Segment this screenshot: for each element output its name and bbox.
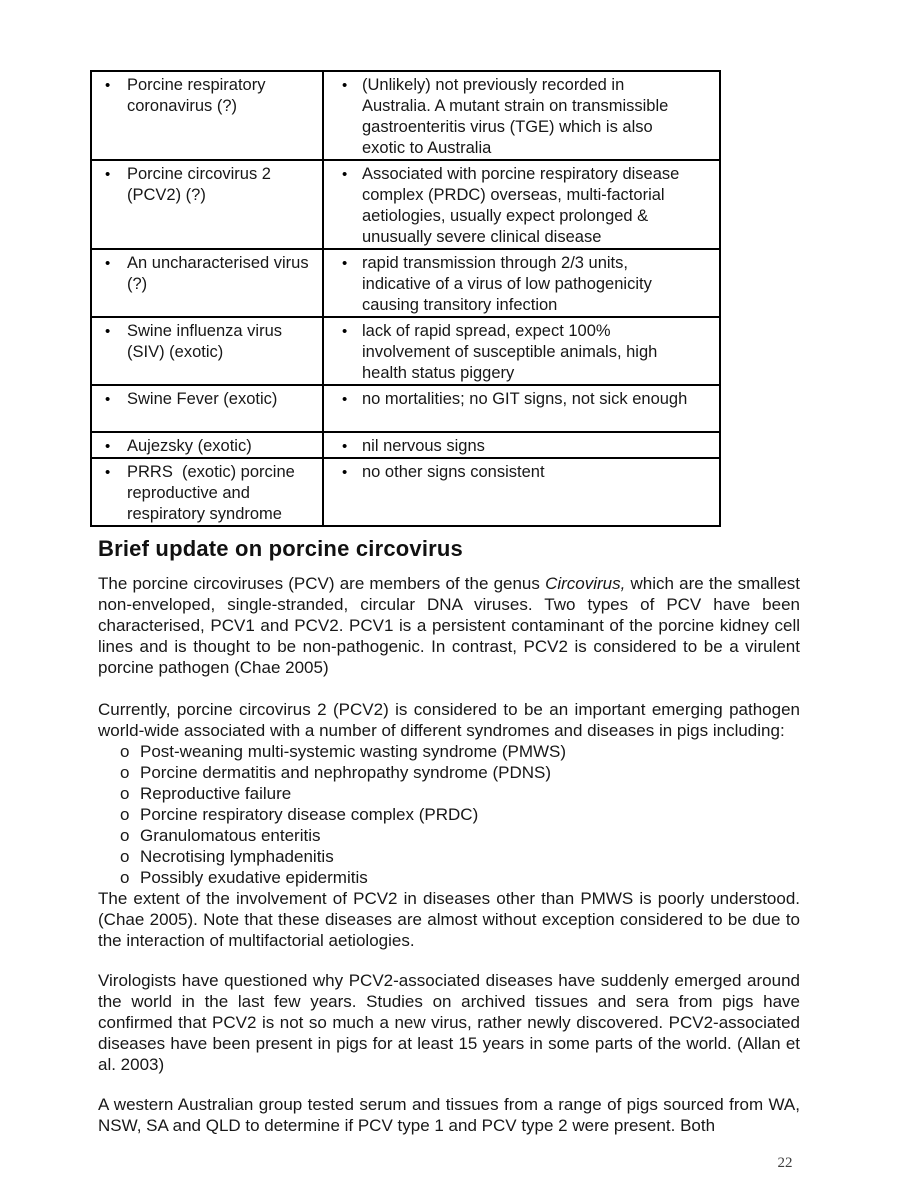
- table-cell-text: rapid transmission through 2/3 units, indicative of a virus of low pathogenicity causing transitory infection: [362, 254, 657, 314]
- table-cell-text: (Unlikely) not previously recorded in Australia. A mutant strain on transmissible gastroenteritis virus (TGE) which is also exotic to Australia: [362, 76, 673, 157]
- list-item: [98, 741, 800, 762]
- circle-bullet-icon: o: [120, 784, 130, 803]
- bullet-icon: •: [342, 323, 348, 340]
- section-heading: Brief update on porcine circovirus: [98, 536, 463, 561]
- circle-bullet-icon: o: [120, 826, 130, 845]
- list-item-text: Porcine dermatitis and nephropathy syndrome (PDNS): [140, 763, 552, 782]
- paragraph-text: The porcine circoviruses (PCV) are members of the genus: [98, 574, 546, 593]
- bullet-icon: •: [342, 391, 348, 408]
- table-cell-disease: [91, 249, 323, 317]
- table-cell-disease: [91, 458, 323, 526]
- table-cell-reason: [323, 249, 720, 317]
- table-cell-reason: [323, 458, 720, 526]
- table-row: [91, 432, 720, 458]
- bullet-icon: •: [342, 438, 348, 455]
- bullet-icon: •: [342, 255, 348, 272]
- bullet-icon: •: [105, 255, 111, 272]
- table-cell-disease: [91, 160, 323, 249]
- table-row: [91, 160, 720, 249]
- table-cell-text: no other signs consistent: [362, 463, 545, 481]
- circle-bullet-icon: o: [120, 805, 130, 824]
- table-row: [91, 71, 720, 160]
- list-item-text: Granulomatous enteritis: [140, 826, 321, 845]
- circle-bullet-icon: o: [120, 742, 130, 761]
- list-item: [98, 825, 800, 846]
- bullet-icon: •: [105, 323, 111, 340]
- bullet-icon: •: [342, 77, 348, 94]
- genus-name-italic: Circovirus,: [545, 574, 626, 593]
- list-item: [98, 804, 800, 825]
- bullet-icon: •: [342, 166, 348, 183]
- bullet-icon: •: [105, 166, 111, 183]
- paragraph-text: which are the smallest non-enveloped, single-stranded, circular DNA viruses. Two types of PCV have been characterised, PCV1 and PCV2. PCV1 is a persistent contaminant of the porcine kidney cell lines and is thought to be non-pathogenic. In contrast, PCV2 is considered to be a virulent porcine pathogen (Chae 2005): [98, 574, 801, 677]
- table-cell-reason: [323, 71, 720, 160]
- list-item-text: Necrotising lymphadenitis: [140, 847, 334, 866]
- list-item-text: Reproductive failure: [140, 784, 292, 803]
- page-number: 22: [777, 1155, 793, 1171]
- table-cell-reason: [323, 432, 720, 458]
- table-cell-reason: [323, 160, 720, 249]
- circle-bullet-icon: o: [120, 868, 130, 887]
- list-item-text: Possibly exudative epidermitis: [140, 868, 368, 887]
- table-row: [91, 458, 720, 526]
- table-cell-text: Porcine circovirus 2 (PCV2) (?): [127, 165, 276, 204]
- differential-diagnosis-table: [90, 70, 721, 527]
- list-item: [98, 762, 800, 783]
- paragraph-intro: [98, 573, 800, 678]
- table-cell-text: nil nervous signs: [362, 437, 485, 455]
- list-item: [98, 783, 800, 804]
- table-row: [91, 317, 720, 385]
- syndrome-list: [98, 741, 800, 888]
- table-cell-text: lack of rapid spread, expect 100% involvement of susceptible animals, high health status piggery: [362, 322, 662, 382]
- bullet-icon: •: [342, 464, 348, 481]
- bullet-icon: •: [105, 438, 111, 455]
- table-cell-disease: [91, 432, 323, 458]
- paragraph-western-australia: A western Australian group tested serum and tissues from a range of pigs sourced from WA, NSW, SA and QLD to determine if PCV type 1 and PCV type 2 were present. Both: [98, 1095, 800, 1135]
- list-item-text: Post-weaning multi-systemic wasting syndrome (PMWS): [140, 742, 567, 761]
- table-cell-text: Associated with porcine respiratory disease complex (PRDC) overseas, multi-factorial aetiologies, usually expect prolonged & unusually severe clinical disease: [362, 165, 684, 246]
- table-cell-text: Swine influenza virus (SIV) (exotic): [127, 322, 287, 361]
- table-cell-disease: [91, 385, 323, 432]
- bullet-icon: •: [105, 391, 111, 408]
- list-item: [98, 846, 800, 867]
- bullet-icon: •: [105, 77, 111, 94]
- table-cell-disease: [91, 71, 323, 160]
- circle-bullet-icon: o: [120, 847, 130, 866]
- bullet-icon: •: [105, 464, 111, 481]
- list-item: [98, 867, 800, 888]
- body-text-block: [98, 537, 800, 1136]
- table-cell-text: Aujezsky (exotic): [127, 437, 252, 455]
- table-cell-disease: [91, 317, 323, 385]
- paragraph-currently: Currently, porcine circovirus 2 (PCV2) is considered to be an important emerging pathogen world-wide associated with a number of different syndromes and diseases in pigs including:: [98, 700, 800, 740]
- paragraph-virologists: Virologists have questioned why PCV2-associated diseases have suddenly emerged around the world in the last few years. Studies on archived tissues and sera from pigs have confirmed that PCV2 is not so much a new virus, rather newly discovered. PCV2-associated diseases have been present in pigs for at least 15 years in some parts of the world. (Allan et al. 2003): [98, 971, 800, 1074]
- table-row: [91, 385, 720, 432]
- table-cell-text: no mortalities; no GIT signs, not sick enough: [362, 390, 688, 408]
- table-cell-text: An uncharacterised virus (?): [127, 254, 314, 293]
- table-cell-reason: [323, 317, 720, 385]
- table-row: [91, 249, 720, 317]
- table-cell-text: Swine Fever (exotic): [127, 390, 278, 408]
- table-cell-text: Porcine respiratory coronavirus (?): [127, 76, 271, 115]
- paragraph-extent: The extent of the involvement of PCV2 in diseases other than PMWS is poorly understood. (Chae 2005). Note that these diseases are almost without exception considered to be due to the interaction of multifactorial aetiologies.: [98, 889, 800, 950]
- list-item-text: Porcine respiratory disease complex (PRDC): [140, 805, 479, 824]
- circle-bullet-icon: o: [120, 763, 130, 782]
- table-cell-reason: [323, 385, 720, 432]
- table-cell-text: PRRS (exotic) porcine reproductive and respiratory syndrome: [127, 463, 300, 523]
